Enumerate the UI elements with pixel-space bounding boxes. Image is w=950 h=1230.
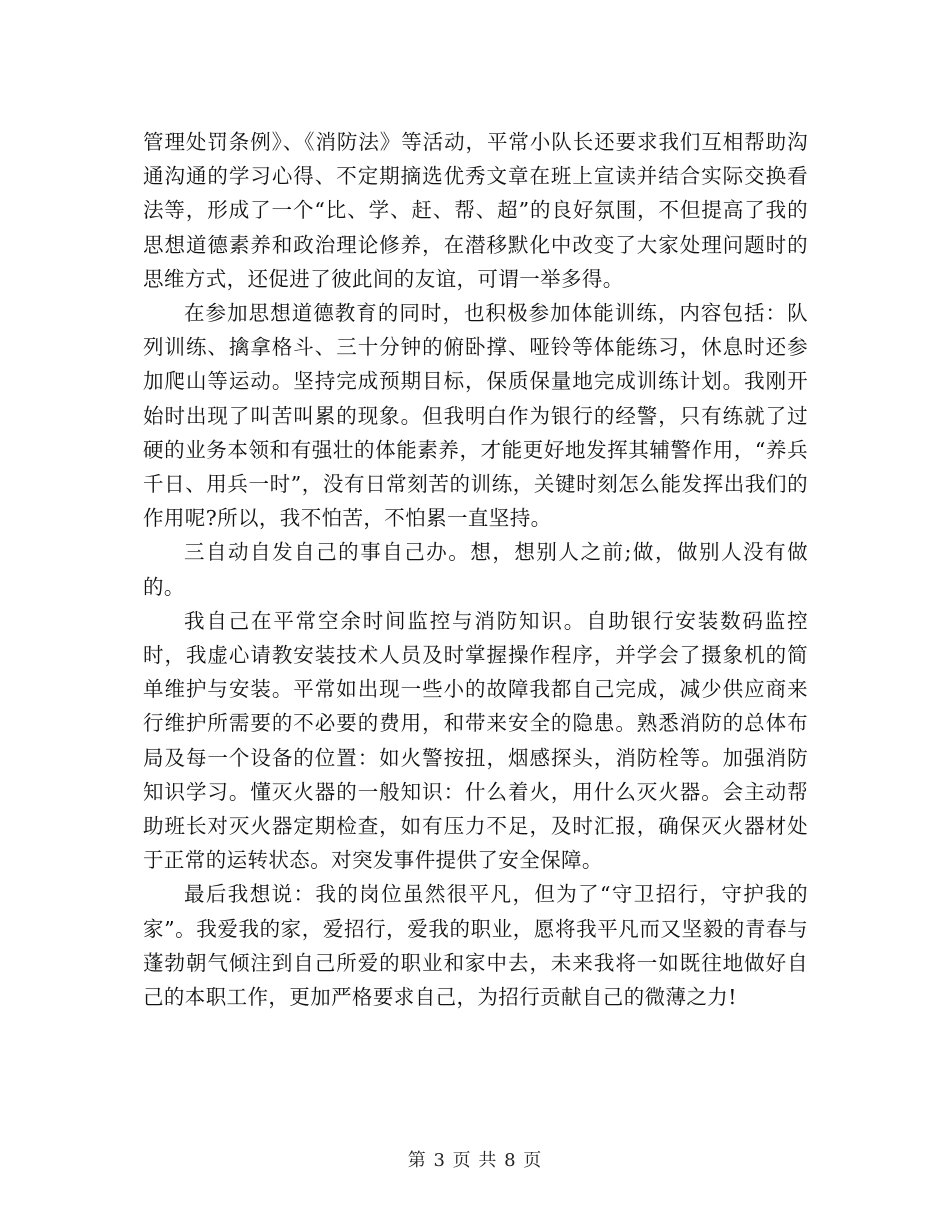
paragraph-section-three-heading: 三自动自发自己的事自己办。想，想别人之前;做，做别人没有做的。 — [143, 540, 808, 599]
paragraph-monitoring-fire-safety: 我自己在平常空余时间监控与消防知识。自助银行安装数码监控时，我虚心请教安装技术人员及时掌握操作程序，并学会了摄象机的简单维护与安装。平常如出现一些小的故障我都自己完成，减少供应商来行维护所需要的不必要的费用，和带来安全的隐患。熟悉消防的总体布局及每一个设备的位置：如火警按扭，烟感探头，消防栓等。加强消防知识学习。懂灭火器的一般知识：什么着火，用什么灭火器。会主动帮助班长对灭火器定期检查，如有压力不足，及时汇报，确保灭火器材处于正常的运转状态。对突发事件提供了安全保障。 — [143, 608, 808, 873]
paragraph-conclusion: 最后我想说：我的岗位虽然很平凡，但为了“守卫招行，守护我的家”。我爱我的家，爱招行，爱我的职业，愿将我平凡而又坚毅的青春与蓬勃朝气倾注到自己所爱的职业和家中去，未来我将一如既往地做好自己的本职工作，更加严格要求自己，为招行贡献自己的微薄之力! — [143, 882, 808, 1010]
paragraph-physical-training: 在参加思想道德教育的同时，也积极参加体能训练，内容包括：队列训练、擒拿格斗、三十分钟的俯卧撑、哑铃等体能练习，休息时还参加爬山等运动。坚持完成预期目标，保质保量地完成训练计划。我刚开始时出现了叫苦叫累的现象。但我明白作为银行的经警，只有练就了过硬的业务本领和有强壮的体能素养，才能更好地发挥其辅警作用，“养兵千日、用兵一时”，没有日常刻苦的训练，关键时刻怎么能发挥出我们的作用呢?所以，我不怕苦，不怕累一直坚持。 — [143, 301, 808, 531]
paragraph-continuation: 管理处罚条例》、《消防法》等活动，平常小队长还要求我们互相帮助沟通沟通的学习心得、不定期摘选优秀文章在班上宣读并结合实际交换看法等，形成了一个“比、学、赶、帮、超”的良好氛围，不但提高了我的思想道德素养和政治理论修养，在潜移默化中改变了大家处理问题时的思维方式，还促进了彼此间的友谊，可谓一举多得。 — [143, 130, 808, 291]
page-number-footer: 第 3 页 共 8 页 — [407, 1150, 543, 1171]
document-body — [143, 125, 808, 1014]
